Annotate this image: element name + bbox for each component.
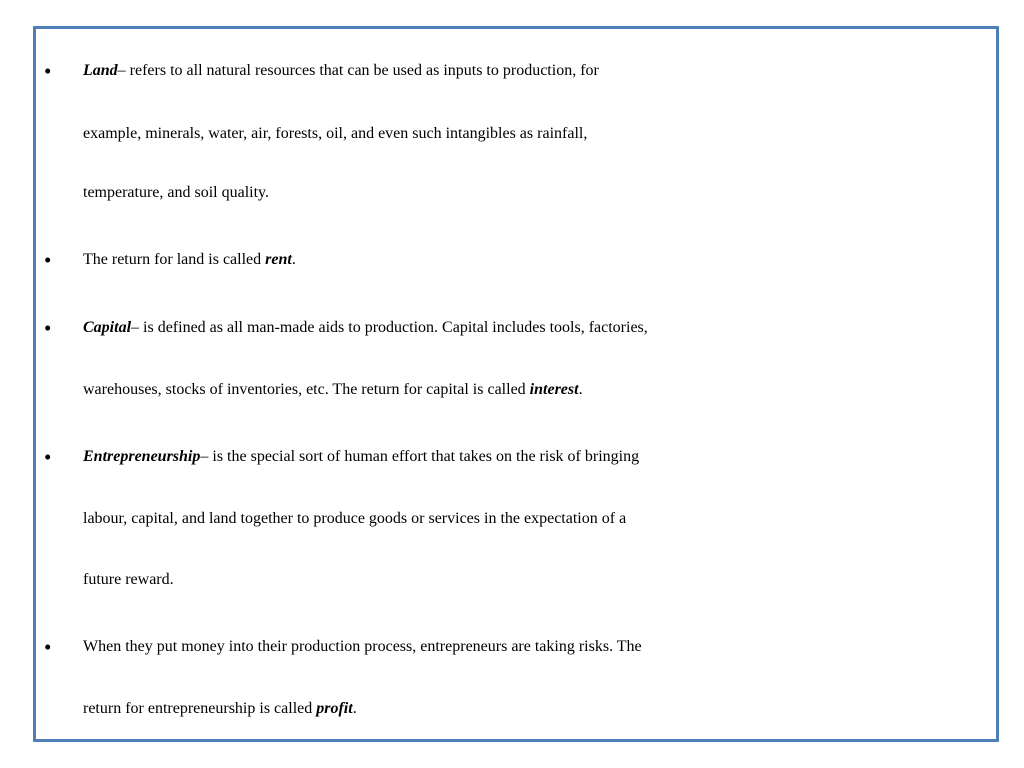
bullet-land-text-1: – refers to all natural resources that can be used as inputs to production, for (117, 62, 599, 79)
bullet-marker: • (44, 59, 52, 83)
bullet-rent-text: The return for land is called (83, 251, 266, 268)
bullet-marker: • (44, 445, 52, 469)
bullet-capital-text-2: warehouses, stocks of inventories, etc. The return for capital is called (83, 381, 530, 398)
bullet-entrepreneurship-line-1 (83, 445, 639, 469)
bullet-marker: • (44, 635, 52, 659)
term-profit: profit (316, 700, 353, 717)
bullet-capital-period: . (578, 381, 583, 398)
bullet-land-line-3: temperature, and soil quality. (83, 184, 270, 201)
term-land: Land (83, 62, 118, 79)
term-interest: interest (529, 381, 579, 398)
bullet-rent-line (83, 248, 296, 272)
term-entrepreneurship: Entrepreneurship (83, 448, 201, 465)
bullet-marker: • (44, 316, 52, 340)
term-rent: rent (265, 251, 292, 268)
bullet-profit-line-1: When they put money into their production process, entrepreneurs are taking risks. The (83, 638, 642, 655)
bullet-capital-line-2 (83, 378, 583, 402)
bullet-capital-text-1: – is defined as all man-made aids to production. Capital includes tools, factories, (131, 319, 648, 336)
bullet-capital-line-1 (83, 316, 648, 340)
bullet-entrepreneurship-line-3: future reward. (83, 571, 174, 588)
bullet-profit-period: . (352, 700, 357, 717)
bullet-entrepreneurship-line-2: labour, capital, and land together to produce goods or services in the expectation of a (83, 510, 627, 527)
bullet-land-line-2: example, minerals, water, air, forests, oil, and even such intangibles as rainfall, (83, 125, 588, 142)
term-capital: Capital (83, 319, 132, 336)
bullet-rent-period: . (291, 251, 296, 268)
bullet-profit-text-2: return for entrepreneurship is called (83, 700, 317, 717)
bullet-land-line-1 (83, 59, 599, 83)
bullet-entrepreneurship-text-1: – is the special sort of human effort that takes on the risk of bringing (200, 448, 640, 465)
bullet-marker: • (44, 248, 52, 272)
bullet-profit-line-2 (83, 697, 357, 721)
